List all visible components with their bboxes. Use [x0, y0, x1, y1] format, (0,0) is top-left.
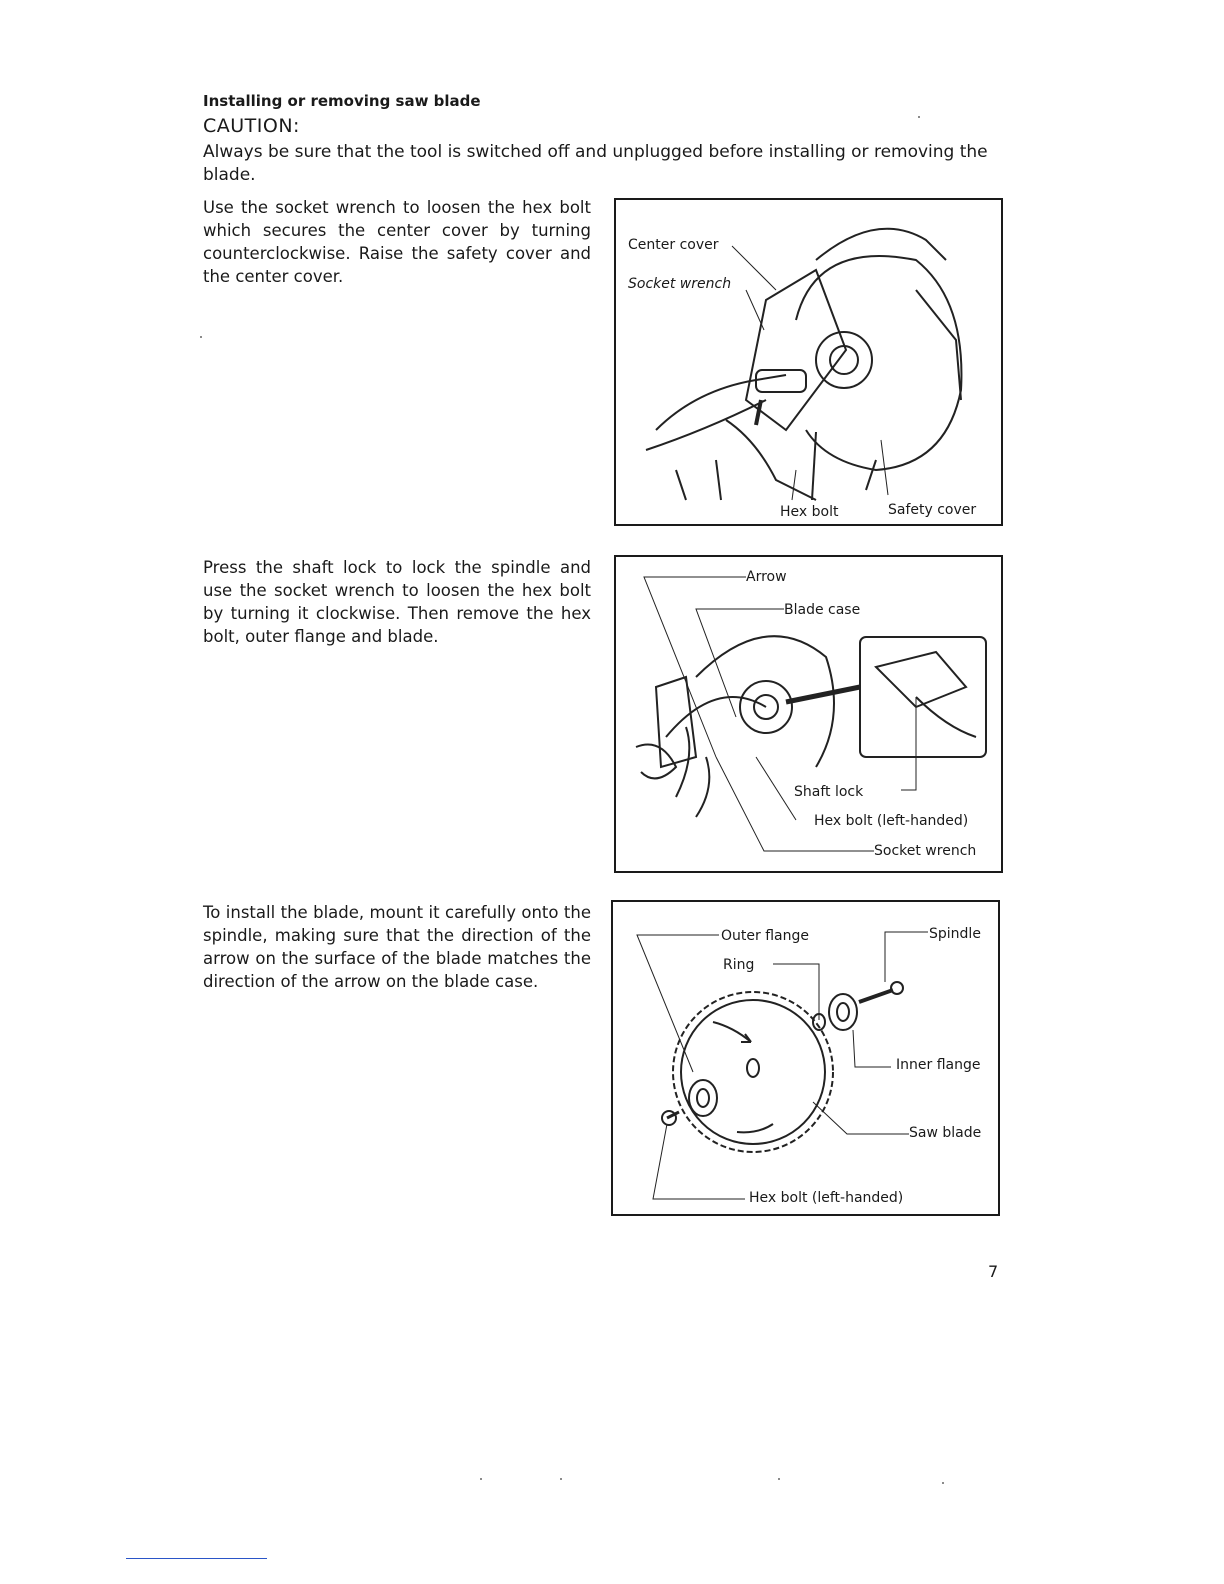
caution-text: Always be sure that the tool is switched off and unplugged before installing or removing the blade. — [203, 142, 988, 185]
step-1-text: Use the socket wrench to loosen the hex bolt which secures the center cover by turning counterclockwise. Raise the safety cover and the center cover. — [203, 198, 591, 286]
scan-speck — [560, 1478, 562, 1480]
label-arrow: Arrow — [746, 569, 787, 585]
figure-install-blade — [611, 900, 1000, 1216]
caution-label: CAUTION: — [203, 115, 300, 137]
scan-speck — [778, 1478, 780, 1480]
scan-speck — [200, 336, 202, 338]
label-socket-wrench: Socket wrench — [628, 276, 732, 292]
scan-speck — [918, 116, 920, 118]
scan-speck — [480, 1478, 482, 1480]
figure-remove-center-cover — [614, 198, 1003, 526]
footer-rule — [126, 1558, 267, 1559]
label-safety-cover: Safety cover — [888, 502, 977, 518]
label-hex-bolt-left-handed: Hex bolt (left-handed) — [749, 1190, 904, 1206]
figure-remove-blade — [614, 555, 1003, 873]
step-2-text: Press the shaft lock to lock the spindle and use the socket wrench to loosen the hex bolt by turning it clockwise. Then remove the hex bolt, outer flange and blade. — [203, 558, 591, 646]
label-spindle: Spindle — [929, 926, 981, 942]
page-number: 7 — [988, 1262, 999, 1281]
label-socket-wrench: Socket wrench — [874, 843, 977, 859]
label-hex-bolt-left-handed: Hex bolt (left-handed) — [814, 813, 969, 829]
label-ring: Ring — [723, 957, 755, 973]
section-heading: Installing or removing saw blade — [203, 92, 481, 110]
label-blade-case: Blade case — [784, 602, 861, 618]
label-shaft-lock: Shaft lock — [794, 784, 864, 800]
label-saw-blade: Saw blade — [909, 1125, 982, 1141]
label-outer-flange: Outer flange — [721, 928, 809, 944]
step-3-text: To install the blade, mount it carefully onto the spindle, making sure that the direction of the arrow on the surface of the blade matches the direction of the arrow on the blade case. — [203, 903, 591, 991]
label-inner-flange: Inner flange — [896, 1057, 981, 1073]
label-center-cover: Center cover — [628, 237, 719, 253]
scan-speck — [942, 1482, 944, 1484]
label-hex-bolt: Hex bolt — [780, 504, 839, 520]
